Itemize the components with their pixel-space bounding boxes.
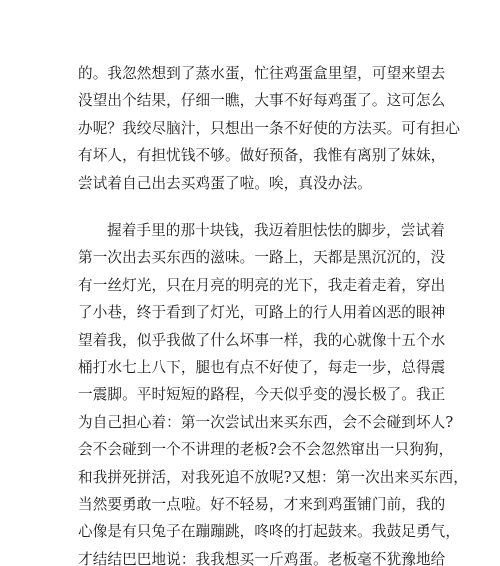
text-line: 没望出个结果，仔细一瞧，大事不好每鸡蛋了。这可怎么 xyxy=(78,92,446,110)
text-line: 有坏人，有担忧钱不够。做好预备，我惟有离别了妹妹， xyxy=(78,147,446,165)
text-line: 和我拼死拼活，对我死追不放呢?又想：第一次出来买东西， xyxy=(78,468,468,486)
text-line: 为自己担心着：第一次尝试出来买东西，会不会碰到坏人? xyxy=(78,413,454,431)
text-line: 才结结巴巴地说：我我想买一斤鸡蛋。老板毫不犹豫地给 xyxy=(78,550,446,566)
text-line: 心像是有只兔子在蹦蹦跳，咚咚的打起鼓来。我鼓足勇气， xyxy=(78,523,461,541)
paragraph-1 xyxy=(78,60,461,197)
text-line: 桶打水七上八下，腿也有点不好使了，每走一步，总得震 xyxy=(78,358,446,376)
text-line: 办呢？我绞尽脑汁，只想出一条不好使的方法买。可有担心 xyxy=(78,119,461,137)
text-line: 一震脚。平时短短的路程，今天似乎变的漫长极了。我正 xyxy=(78,386,446,404)
text-line: 望着我，似乎我做了什么坏事一样，我的心就像十五个水 xyxy=(78,331,446,349)
text-line: 的。我忽然想到了蒸水蛋，忙往鸡蛋盒里望，可望来望去 xyxy=(78,65,446,82)
text-line: 会不会碰到一个不讲理的老板?会不会忽然窜出一只狗狗， xyxy=(78,441,454,459)
text-line: 尝试着自己出去买鸡蛋了啦。唉，真没办法。 xyxy=(78,174,372,192)
text-line: 有一丝灯光，只在月亮的明亮的光下，我走着走着，穿出 xyxy=(78,276,446,294)
text-line: 第一次出去买东西的滋味。一路上，天都是黑沉沉的，没 xyxy=(78,249,446,267)
text-line: 当然要勇敢一点啦。好不轻易，才来到鸡蛋铺门前，我的 xyxy=(78,495,446,513)
paragraph-2 xyxy=(78,217,468,566)
text-line: 握着手里的那十块钱，我迈着胆怯怯的脚步，尝试着 xyxy=(107,222,445,239)
text-line: 了小巷，终于看到了灯光，可路上的行人用着凶恶的眼神 xyxy=(78,304,446,322)
